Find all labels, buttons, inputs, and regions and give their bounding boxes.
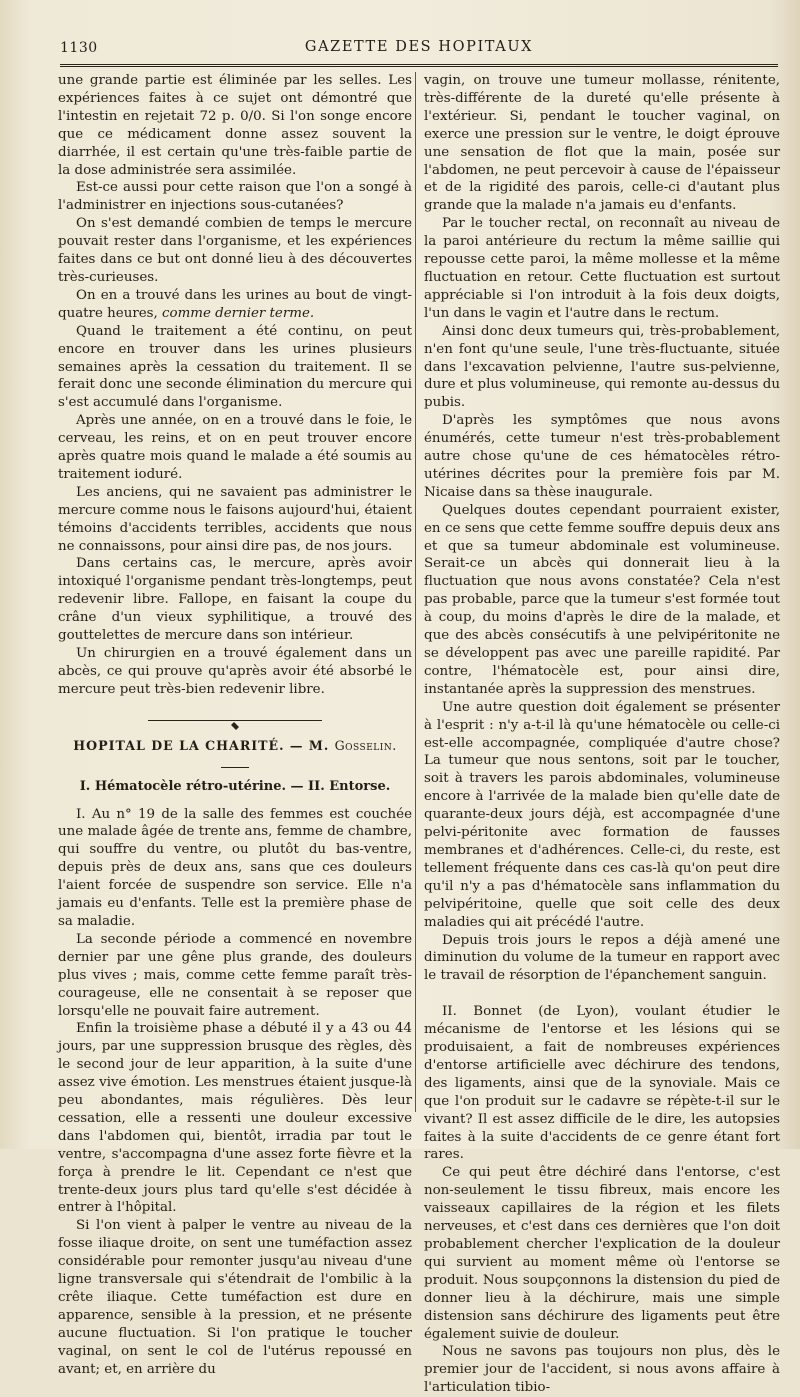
paragraph: Est-ce aussi pour cette raison que l'on a songé à l'administrer en injections sous-cutanées? <box>58 180 412 214</box>
subheading-part-1: I. Hématocèle rétro-utérine. <box>79 778 286 794</box>
short-rule <box>221 767 249 768</box>
subheading-part-2: — II. Entorse. <box>286 778 391 794</box>
paragraph: Après une année, on en a trouvé dans le foie, le cerveau, les reins, et on en peut trouver encore après quatre mois quand le malade a été soumis au traitement ioduré. <box>58 413 412 482</box>
paragraph: D'après les symptômes que nous avons énumérés, cette tumeur n'est très-probablement autre chose qu'une de ces hématocèles rétro-utérines décrites pour la première fois par M. Nicaise dans sa thèse inaugurale. <box>424 413 780 500</box>
left-column <box>58 72 412 1379</box>
paragraph: II. Bonnet (de Lyon), voulant étudier le mécanisme de l'entorse et les lésions qui se produisaient, a fait de nombreuses expériences d'entorse artificielle avec déchirure des tendons, des ligaments, ainsi que de la synoviale. Mais ce que l'on produit sur le cadavre se répète-t-il sur le vivant? Il est assez difficile de le dire, les autopsies faites à la suite d'accidents de ce genre étant fort rares. <box>424 1004 780 1163</box>
paragraph: Dans certains cas, le mercure, après avoir intoxiqué l'organisme pendant très-longtemps, peut redevenir libre. Fallope, en faisant la coupe du crâne d'un vieux syphilitique, a trouvé des gouttelettes de mercure dans son intérieur. <box>58 556 412 644</box>
section-heading <box>58 737 412 755</box>
paragraph: Par le toucher rectal, on reconnaît au niveau de la paroi antérieure du rectum la même saillie qui repousse cette paroi, la même mollesse et la même fluctuation en retour. Cette fluctuation est surtout appréciable si l'on introduit à la fois deux doigts, l'un dans le vagin et l'autre dans le rectum. <box>424 216 780 321</box>
paragraph-text: On en a trouvé dans les urines au bout de vingt-quatre heures, <box>58 287 412 321</box>
paragraph-gap <box>424 985 780 1003</box>
paragraph: Si l'on vient à palper le ventre au niveau de la fosse iliaque droite, on sent une tuméfaction assez considérable pour remonter jusqu'au niveau d'une ligne transversale qui s'étendrait de l'ombilic à la crête iliaque. Cette tuméfaction est dure en apparence, sensible à la pression, et ne présente aucune fluctuation. Si l'on pratique le toucher vaginal, on sent le col de l'utérus repoussé en avant; et, en arrière du <box>58 1218 412 1377</box>
author-name: Gosselin. <box>334 737 397 753</box>
paragraph <box>58 287 412 323</box>
lecture-subheading <box>58 778 412 796</box>
paragraph: I. Au n° 19 de la salle des femmes est couchée une malade âgée de trente ans, femme de chambre, qui souffre du ventre, ou plutôt du bas-ventre, depuis près de deux ans, sans que ces douleurs l'aient forcée de suspendre son service. Elle n'a jamais eu d'enfants. Telle est la première phase de sa maladie. <box>58 806 412 929</box>
paragraph: Nous ne savons pas toujours non plus, dès le premier jour de l'accident, si nous avons affaire à l'articulation tibio- <box>424 1344 780 1396</box>
paragraph: Enfin la troisième phase a débuté il y a 43 ou 44 jours, par une suppression brusque des règles, dès le second jour de leur apparition, à la suite d'une assez vive émotion. Les menstrues étaient jusque-là peu abondantes, mais régulières. Dès leur cessation, elle a ressenti une douleur excessive dans l'abdomen qui, bientôt, irradia par tout le ventre, s'accompagna d'une assez forte fièvre et la força à prendre le lit. Cependant ce n'est que trente-deux jours plus tard qu'elle s'est décidée à entrer à l'hôpital. <box>58 1021 412 1216</box>
section-ornament <box>58 717 412 723</box>
paragraph: Ce qui peut être déchiré dans l'entorse, c'est non-seulement le tissu fibreux, mais encore les vaisseaux capillaires de la région et les filets nerveuses, et c'est dans ces dernières que l'on doit probablement chercher l'explication de la douleur qui survient au moment même où l'entorse se produit. Nous soupçonnons la distension du pied de donner lieu à la déchirure, mais une simple distension sans déchirure des ligaments peut être également suivie de douleur. <box>424 1165 780 1342</box>
right-column <box>424 72 780 1397</box>
paragraph: vagin, on trouve une tumeur mollasse, rénitente, très-différente de la dureté qu'elle présente à l'extérieur. Si, pendant le toucher vaginal, on exerce une pression sur le ventre, le doigt éprouve une sensation de flot que la main, posée sur l'abdomen, ne peut percevoir à cause de l'épaisseur et de la rigidité des parois, celle-ci d'autant plus grande que la malade n'a jamais eu d'enfants. <box>424 73 780 214</box>
italic-text: comme dernier terme. <box>162 305 315 321</box>
paragraph: Les anciens, qui ne savaient pas administrer le mercure comme nous le faisons aujourd'hui, étaient témoins d'accidents terribles, accidents que nous ne connaissons, pour ainsi dire pas, de nos jours. <box>58 484 412 554</box>
paragraph: Ainsi donc deux tumeurs qui, très-probablement, n'en font qu'une seule, l'une très-fluctuante, située dans l'excavation pelvienne, l'autre sus-pelvienne, dure et plus volumineuse, qui remonte au-dessus du pubis. <box>424 323 780 411</box>
paragraph: Un chirurgien en a trouvé également dans un abcès, ce qui prouve qu'après avoir été absorbé le mercure peut très-bien redevenir libre. <box>58 646 412 697</box>
hospital-name: HOPITAL DE LA CHARITÉ. — M. <box>73 737 335 753</box>
paragraph: Une autre question doit également se présenter à l'esprit : n'y a-t-il là qu'une hématocèle ou celle-ci est-elle accompagnée, compliquée d'autre chose? La tumeur que nous sentons, soit par le toucher, soit à travers les parois abdominales, volumineuse encore à l'arrivée de la malade bien qu'elle date de quarante-deux jours déjà, est accompagnée d'une pelvi-péritonite avec formation de fausses membranes et d'adhérences. Celle-ci, du reste, est tellement fréquente dans ces cas-là qu'on peut dire qu'il n'y a pas d'hématocèle sans inflammation du pelvipéritoine, quelle que soit celle des deux maladies qui ait précédé l'autre. <box>424 699 780 930</box>
page-number: 1130 <box>60 40 98 56</box>
page-header <box>60 38 778 60</box>
journal-title: GAZETTE DES HOPITAUX <box>304 39 534 55</box>
paragraph: On s'est demandé combien de temps le mercure pouvait rester dans l'organisme, et les expériences faites dans ce but ont donné lieu à des découvertes très-curieuses. <box>58 216 412 285</box>
paragraph: La seconde période a commencé en novembre dernier par une gêne plus grande, des douleurs plus vives ; mais, comme cette femme paraît très-courageuse, elle ne consentait à se reposer que lorsqu'elle ne pouvait faire autrement. <box>58 931 412 1019</box>
ornament-diamond <box>231 722 239 730</box>
paragraph: Depuis trois jours le repos a déjà amené une diminution du volume de la tumeur en rapport avec le travail de résorption de l'épanchement sanguin. <box>424 932 780 984</box>
column-divider <box>415 72 416 1112</box>
paragraph: Quelques doutes cependant pourraient exister, en ce sens que cette femme souffre depuis deux ans et que sa tumeur abdominale est volumineuse. Serait-ce un abcès qui donnerait lieu à la fluctuation que nous avons constatée? Cela n'est pas probable, parce que la tumeur s'est formée tout à coup, du moins d'après le dire de la malade, et que des abcès consécutifs à une pelvipéritonite ne se développent pas avec une pareille rapidité. Par contre, l'hématocèle est, pour ainsi dire, instantanée après la suppression des menstrues. <box>424 502 780 697</box>
paragraph: une grande partie est éliminée par les selles. Les expériences faites à ce sujet ont démontré que l'intestin en rejetait 72 p. 0/0. Si l'on songe encore que ce médicament donne assez souvent la diarrhée, il est certain qu'une très-faible partie de la dose administrée sera assimilée. <box>58 73 412 178</box>
paragraph: Quand le traitement a été continu, on peut encore en trouver dans les urines plusieurs semaines après la cessation du traitement. Il se ferait donc une seconde élimination du mercure qui s'est accumulé dans l'organisme. <box>58 323 412 411</box>
header-rule <box>60 64 778 67</box>
